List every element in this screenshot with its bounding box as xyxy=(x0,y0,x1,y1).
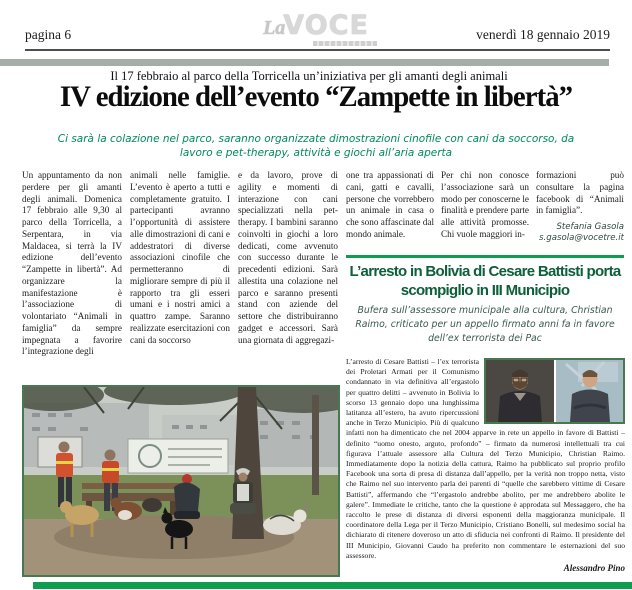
article2-signature: Alessandro Pino xyxy=(563,563,625,574)
article1-headline: IV edizione dell’evento “Zampette in libertà” xyxy=(59,80,573,113)
two-men-photo xyxy=(484,358,625,424)
article2-subhead: Bufera sull’assessore municipale alla cultura, Christian Raimo, criticato per un appello firmato anni fa in favore dell’ex terrorista dei Pac xyxy=(355,305,615,344)
header-divider-bar xyxy=(0,59,609,66)
header-rule xyxy=(25,49,610,51)
two-men-illustration xyxy=(486,360,623,422)
date-label: venerdì 18 gennaio 2019 xyxy=(476,27,610,42)
article2-body xyxy=(346,357,625,573)
masthead-la: La xyxy=(263,17,286,39)
article1-author-email: s.gasola@vocetre.it xyxy=(539,233,624,243)
article1-column-6-text: formazioni può consultare la pagina facebook di “Animali in famiglia”. xyxy=(536,170,624,216)
page-bottom-bar xyxy=(33,582,632,589)
article1-column-5: Per chi non conosce l’associazione sarà un modo per conoscerne le finalità e prendere parte alle attività promosse. Chi vuole maggiori in- xyxy=(441,170,529,239)
masthead-voce: VOCE xyxy=(283,10,369,41)
page-number-label: pagina 6 xyxy=(25,27,72,42)
article1-column-4: one tra appassionati di cani, gatti e cavalli, persone che vorrebbero un animale in casa o che sono affascinate dal mondo animale. xyxy=(346,170,434,239)
article1-author: Stefania Gasola xyxy=(556,222,624,232)
park-dogs-photo xyxy=(22,385,340,577)
article1-column-1: Un appuntamento da non perdere per gli amanti degli animali. Domenica 17 febbraio alle 9,30 al parco della Torricella, a Serpentara, in via Maldacea, si terrà la IV edizione dell’evento “Zampette in libertà”. Ad organizzare la manifestazione è l’associazione di volontariato “Animali in famiglia” da sempre impegnata a favorire l’integrazione degli xyxy=(22,170,122,357)
park-scene-illustration xyxy=(24,387,338,575)
article1-column-6 xyxy=(536,170,624,256)
article1-kicker: Il 17 febbraio al parco della Torricella un’iniziativa per gli amanti degli animali xyxy=(110,69,508,83)
article1-column-2: animali nelle famiglie. L’evento è aperto a tutti e completamente gratuito. I partecipanti avranno l’opportunità di assistere alle dimostrazioni di cani e addestratori di diverse associazioni cinofile che permetteranno di migliorare sempre di più il rapporto tra gli esseri umani e i nostri amici a quattro zampe. Saranno realizzate esercitazioni con cani da soccorso xyxy=(130,170,230,345)
masthead-logo xyxy=(245,10,387,46)
masthead-tagline-strip xyxy=(313,41,377,46)
article1-subtitle: Ci sarà la colazione nel parco, saranno organizzate dimostrazioni cinofile con cani da soccorso, da lavoro e pet-therapy, attività e giochi all’aria aperta xyxy=(57,133,575,159)
article1-signature xyxy=(536,222,624,244)
article2-headline: L’arresto in Bolivia di Cesare Battisti porta scompiglio in III Municipio xyxy=(349,263,621,299)
article1-column-3: e da lavoro, prove di agility e momenti di interazione con cani specializzati nella pet-therapy. I bambini saranno coinvolti in giochi a loro dedicati, come avvenuto con successo durante le precedenti edizioni. Sarà allestita una colazione nel parco e saranno presenti stand con aziende del settore che distribuiranno gadget e accessori. Sarà una giornata di aggregazi- xyxy=(238,170,338,345)
article2-body-text: L’arresto di Cesare Battisti – l’ex terrorista dei Proletari Armati per il Comunismo condannato in via definitiva all’ergastolo per quattro delitti – avvenuto in Bolivia lo scorso 13 gennaio dopo una lunghissima latitanza all’estero, ha avuto ripercussioni anche in Terzo Municipio. Più di qualcuno infatti non ha dimenticato che nel 2004 apparve in rete un appello in favore di Battisti – definito “uomo onesto, arguto, profondo” – firmato da numerosi intellettuali tra cui figurava l’attuale assessore alla Cultura del Terzo Municipio, Christian Raimo. Immediatamente dopo la notizia della cattura, Raimo ha pubblicato sul proprio profilo Facebook una sorta di presa di distanza dall’appello, per la verità non troppo netta, visto che Raimo nel suo intervento parla dei parenti di “quelle che sarebbero vittime di Cesare Battisti”, affermando che “l’ergastolo andrebbe abolito, per me andrebbero abolite le galere”. Immediate le critiche, tanto che la questione è approdata sul Messaggero, che ha raccolto le prese di distanza di diversi esponenti della maggioranza municipale. Il coordinatore della Lega per il Terzo Municipio, Cristiano Bonelli, sul medesimo social ha dichiarato di ritenere doveroso un atto di sfiducia nei confronti di Raimo. Il presidente del III Municipio, Giovanni Caudo ha preferito non commentare le esternazioni del suo assessore. xyxy=(346,357,625,560)
article2-top-rule xyxy=(346,255,624,258)
